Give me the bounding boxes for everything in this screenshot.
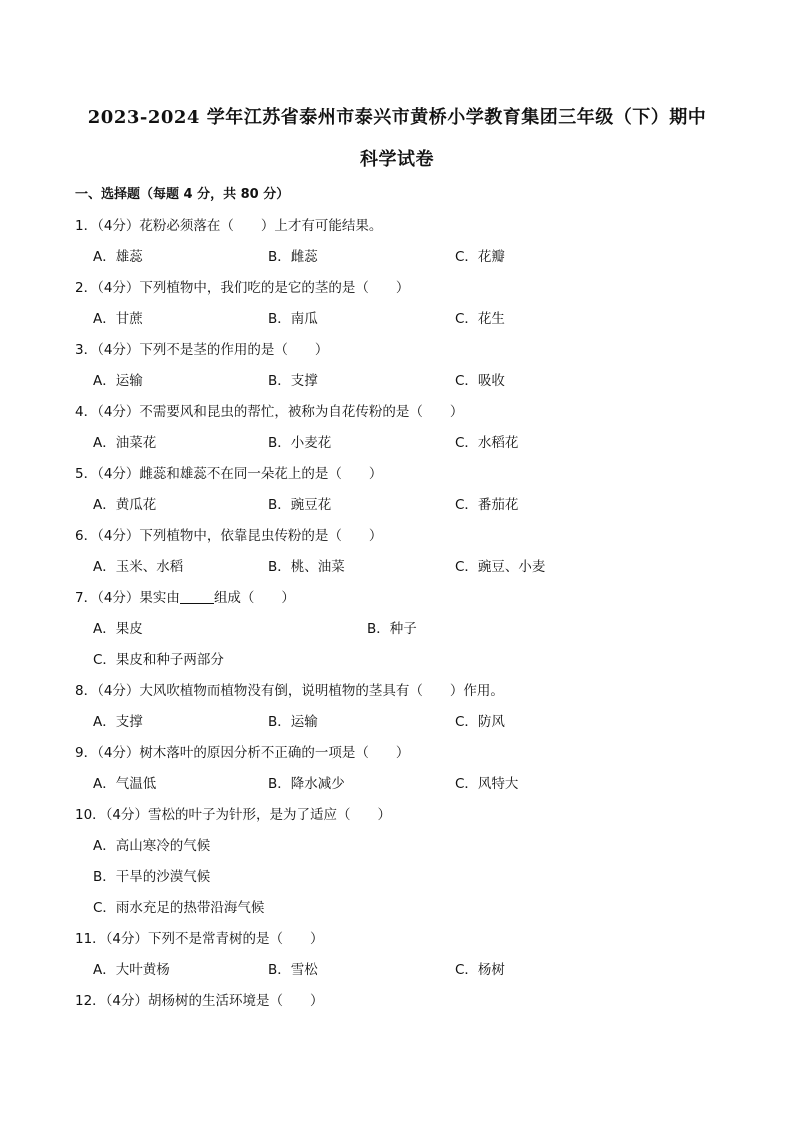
option-c[interactable]: C．杨树 bbox=[455, 962, 505, 978]
option-row bbox=[75, 614, 725, 645]
option-c[interactable]: C．防风 bbox=[455, 714, 505, 730]
option-a[interactable]: A．支撑 bbox=[93, 714, 143, 730]
option-c[interactable]: C．雨水充足的热带沿海气候 bbox=[93, 900, 265, 916]
option-a[interactable]: A．雄蕊 bbox=[93, 249, 143, 265]
option-b[interactable]: B．运输 bbox=[268, 714, 318, 730]
option-b[interactable]: B．豌豆花 bbox=[268, 497, 332, 513]
question-11 bbox=[75, 924, 725, 986]
question-3 bbox=[75, 335, 725, 397]
option-row bbox=[75, 366, 725, 397]
option-row bbox=[75, 552, 725, 583]
question-stem: 2．（4分）下列植物中，我们吃的是它的茎的是（ ） bbox=[75, 280, 410, 296]
option-a[interactable]: A．运输 bbox=[93, 373, 143, 389]
option-row bbox=[75, 428, 725, 459]
option-row bbox=[75, 955, 725, 986]
option-c[interactable]: C．风特大 bbox=[455, 776, 519, 792]
question-6 bbox=[75, 521, 725, 583]
option-a[interactable]: A．大叶黄杨 bbox=[93, 962, 170, 978]
question-stem: 10．（4分）雪松的叶子为针形，是为了适应（ ） bbox=[75, 807, 392, 823]
question-7 bbox=[75, 583, 725, 676]
option-row bbox=[75, 831, 725, 862]
option-row bbox=[75, 707, 725, 738]
question-stem: 4．（4分）不需要风和昆虫的帮忙，被称为自花传粉的是（ ） bbox=[75, 404, 464, 420]
question-stem: 3．（4分）下列不是茎的作用的是（ ） bbox=[75, 342, 329, 358]
question-1 bbox=[75, 211, 725, 273]
question-stem: 5．（4分）雌蕊和雄蕊不在同一朵花上的是（ ） bbox=[75, 466, 383, 482]
option-c[interactable]: C．吸收 bbox=[455, 373, 505, 389]
question-stem bbox=[75, 583, 725, 614]
question-10 bbox=[75, 800, 725, 924]
option-c[interactable]: C．果皮和种子两部分 bbox=[93, 652, 224, 668]
option-row bbox=[75, 304, 725, 335]
section-heading: 一、选择题（每题 4 分，共 80 分） bbox=[75, 187, 290, 202]
question-stem-end: 组成（ ） bbox=[213, 590, 295, 606]
option-a[interactable]: A．果皮 bbox=[93, 621, 143, 637]
question-stem-start: 7．（4分）果实由 bbox=[75, 590, 180, 606]
option-c[interactable]: C．豌豆、小麦 bbox=[455, 559, 546, 575]
option-a[interactable]: A．黄瓜花 bbox=[93, 497, 157, 513]
option-b[interactable]: B．雪松 bbox=[268, 962, 318, 978]
option-b[interactable]: B．支撑 bbox=[268, 373, 318, 389]
option-row bbox=[75, 645, 725, 676]
question-list bbox=[75, 211, 725, 1017]
question-stem: 12．（4分）胡杨树的生活环境是（ ） bbox=[75, 993, 324, 1009]
question-stem: 11．（4分）下列不是常青树的是（ ） bbox=[75, 931, 324, 947]
option-row bbox=[75, 242, 725, 273]
option-c[interactable]: C．花生 bbox=[455, 311, 505, 327]
question-stem: 1．（4分）花粉必须落在（ ）上才有可能结果。 bbox=[75, 218, 383, 234]
option-b[interactable]: B．南瓜 bbox=[268, 311, 318, 327]
option-a[interactable]: A．油菜花 bbox=[93, 435, 157, 451]
question-5 bbox=[75, 459, 725, 521]
answer-blank[interactable] bbox=[180, 589, 214, 604]
option-a[interactable]: A．甘蔗 bbox=[93, 311, 143, 327]
option-b[interactable]: B．雌蕊 bbox=[268, 249, 318, 265]
option-row bbox=[75, 893, 725, 924]
option-c[interactable]: C．水稻花 bbox=[455, 435, 519, 451]
option-row bbox=[75, 769, 725, 800]
option-c[interactable]: C．番茄花 bbox=[455, 497, 519, 513]
question-9 bbox=[75, 738, 725, 800]
option-b[interactable]: B．桃、油菜 bbox=[268, 559, 345, 575]
question-2 bbox=[75, 273, 725, 335]
exam-title-line-1: 2023-2024 学年江苏省泰州市泰兴市黄桥小学教育集团三年级（下）期中 bbox=[87, 107, 707, 128]
option-row bbox=[75, 862, 725, 893]
option-c[interactable]: C．花瓣 bbox=[455, 249, 505, 265]
option-a[interactable]: A．高山寒冷的气候 bbox=[93, 838, 211, 854]
question-stem: 8．（4分）大风吹植物而植物没有倒，说明植物的茎具有（ ）作用。 bbox=[75, 683, 504, 699]
option-a[interactable]: A．玉米、水稻 bbox=[93, 559, 184, 575]
question-8 bbox=[75, 676, 725, 738]
option-b[interactable]: B．干旱的沙漠气候 bbox=[93, 869, 211, 885]
question-4 bbox=[75, 397, 725, 459]
question-12 bbox=[75, 986, 725, 1017]
option-b[interactable]: B．小麦花 bbox=[268, 435, 332, 451]
exam-title-line-2: 科学试卷 bbox=[360, 149, 434, 170]
option-row bbox=[75, 490, 725, 521]
option-b[interactable]: B．降水减少 bbox=[268, 776, 345, 792]
option-a[interactable]: A．气温低 bbox=[93, 776, 157, 792]
question-stem: 9．（4分）树木落叶的原因分析不正确的一项是（ ） bbox=[75, 745, 410, 761]
question-stem: 6．（4分）下列植物中，依靠昆虫传粉的是（ ） bbox=[75, 528, 383, 544]
option-b[interactable]: B．种子 bbox=[367, 621, 417, 637]
